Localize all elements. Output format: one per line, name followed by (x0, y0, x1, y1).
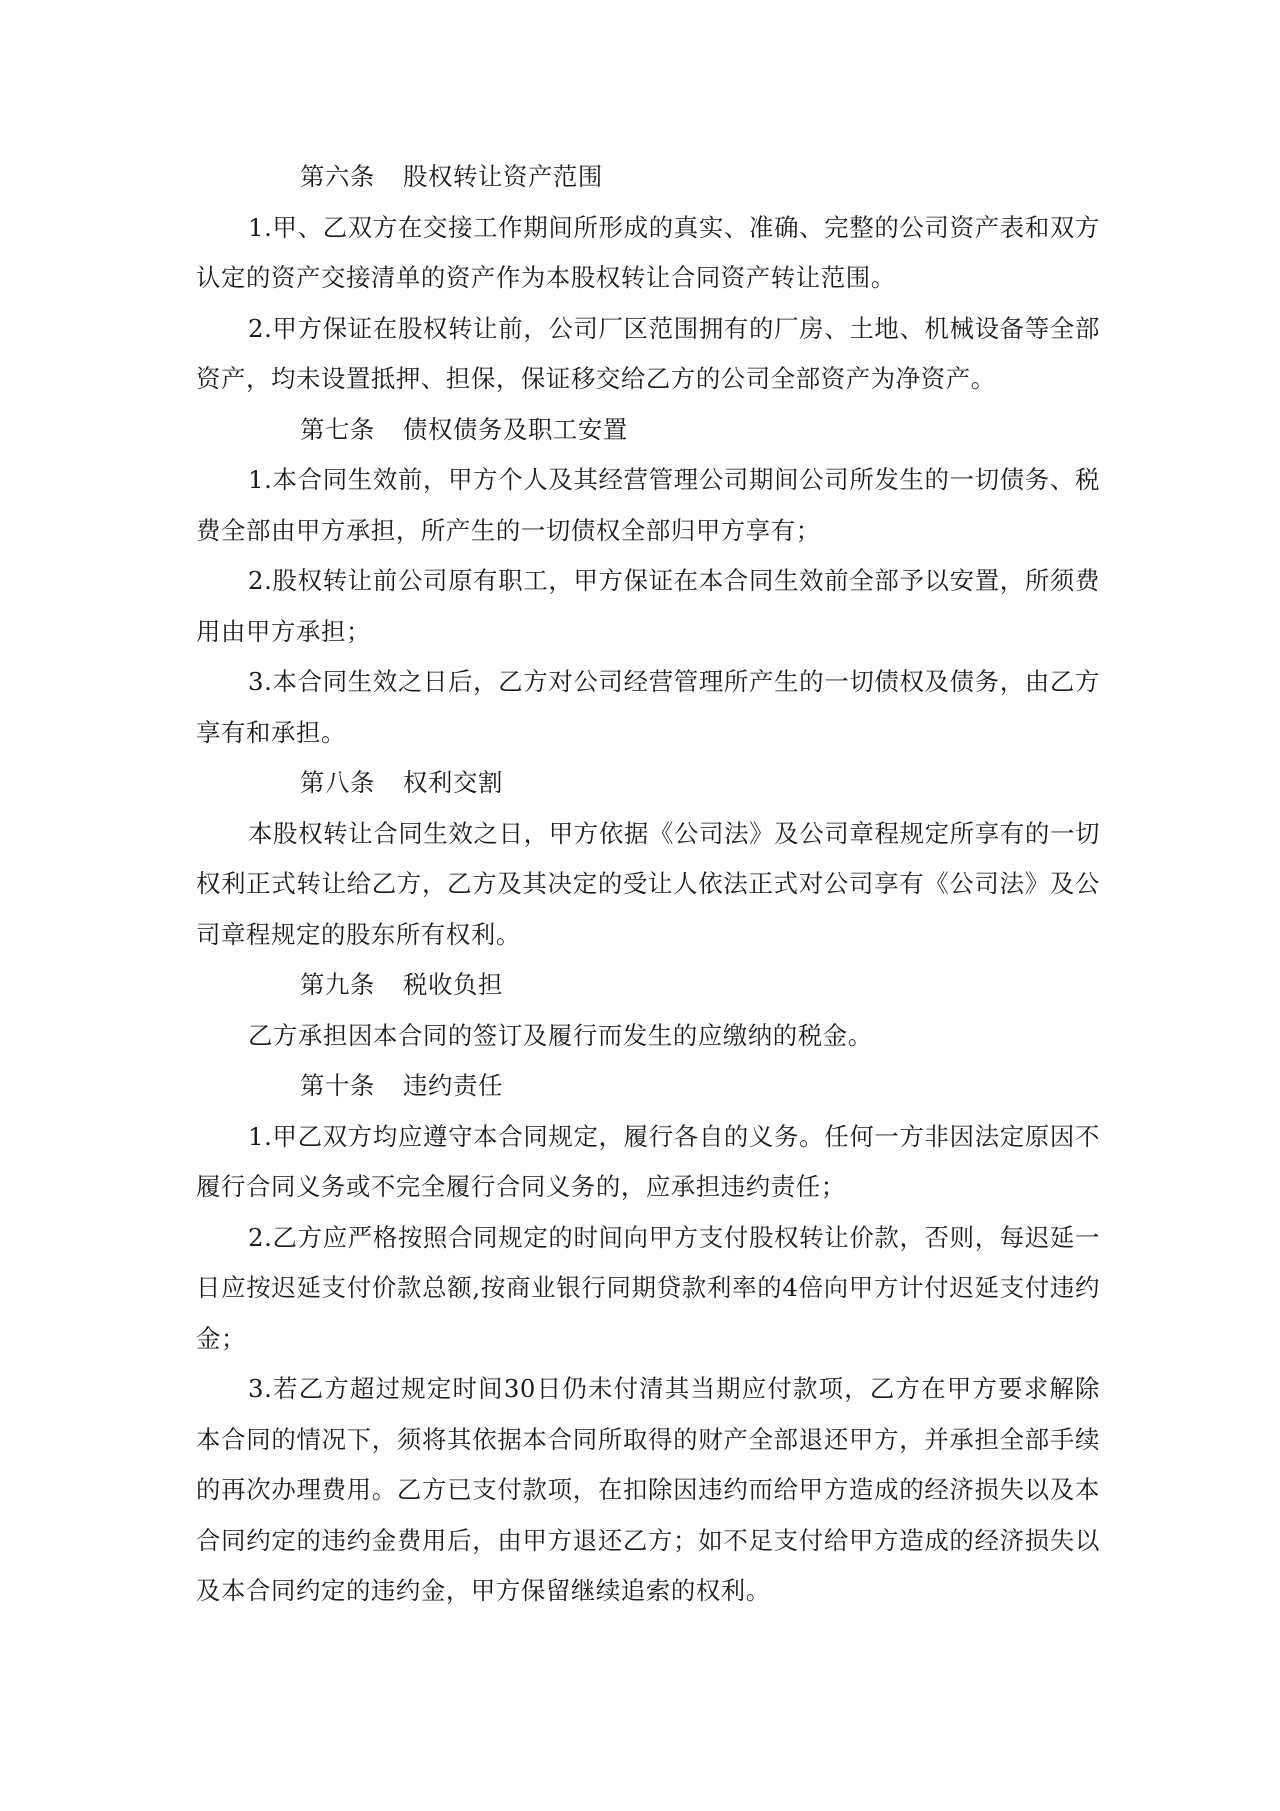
article-title: 违约责任 (402, 1071, 503, 1100)
article-number: 第七条 (300, 414, 375, 444)
article-heading (196, 960, 1100, 1011)
paragraph: 1.甲、乙双方在交接工作期间所形成的真实、准确、完整的公司资产表和双方认定的资产交接清单的资产作为本股权转让合同资产转让范围。 (196, 212, 1100, 292)
article-title: 权利交割 (402, 768, 503, 797)
paragraph: 本股权转让合同生效之日，甲方依据《公司法》及公司章程规定所享有的一切权利正式转让给乙方，乙方及其决定的受让人依法正式对公司享有《公司法》及公司章程规定的股东所有权利。 (196, 818, 1100, 949)
article-number: 第八条 (300, 768, 375, 797)
article-title: 税收负担 (402, 970, 503, 999)
paragraph: 1.本合同生效前，甲方个人及其经营管理公司期间公司所发生的一切债务、税费全部由甲方承担，所产生的一切债权全部归甲方享有； (196, 465, 1100, 545)
article-number: 第九条 (300, 970, 375, 999)
article-number: 第十条 (300, 1071, 375, 1100)
paragraph: 2.甲方保证在股权转让前，公司厂区范围拥有的厂房、土地、机械设备等全部资产，均未设置抵押、担保，保证移交给乙方的公司全部资产为净资产。 (196, 313, 1100, 393)
article-heading (196, 152, 1100, 203)
document-page (196, 152, 1100, 1617)
article-heading (196, 758, 1100, 809)
article-title: 债权债务及职工安置 (402, 414, 628, 444)
article-title: 股权转让资产范围 (402, 162, 603, 191)
paragraph: 3.本合同生效之日后，乙方对公司经营管理所产生的一切债权及债务，由乙方享有和承担。 (196, 667, 1100, 747)
paragraph: 1.甲乙双方均应遵守本合同规定，履行各自的义务。任何一方非因法定原因不履行合同义务或不完全履行合同义务的，应承担违约责任； (196, 1121, 1100, 1201)
article-heading (196, 1061, 1100, 1112)
paragraph: 3.若乙方超过规定时间30日仍未付清其当期应付款项，乙方在甲方要求解除本合同的情况下，须将其依据本合同所取得的财产全部退还甲方，并承担全部手续的再次办理费用。乙方已支付款项，在扣除因违约而给甲方造成的经济损失以及本合同约定的违约金费用后，由甲方退还乙方；如不足支付给甲方造成的经济损失以及本合同约定的违约金，甲方保留继续追索的权利。 (196, 1374, 1100, 1605)
paragraph: 乙方承担因本合同的签订及履行而发生的应缴纳的税金。 (248, 1020, 873, 1050)
article-heading (196, 405, 1100, 456)
paragraph: 2.乙方应严格按照合同规定的时间向甲方支付股权转让价款，否则，每迟延一日应按迟延支付价款总额,按商业银行同期贷款利率的4倍向甲方计付迟延支付违约金； (196, 1222, 1100, 1353)
paragraph: 2.股权转让前公司原有职工，甲方保证在本合同生效前全部予以安置，所须费用由甲方承担； (196, 566, 1100, 646)
article-number: 第六条 (300, 162, 375, 191)
